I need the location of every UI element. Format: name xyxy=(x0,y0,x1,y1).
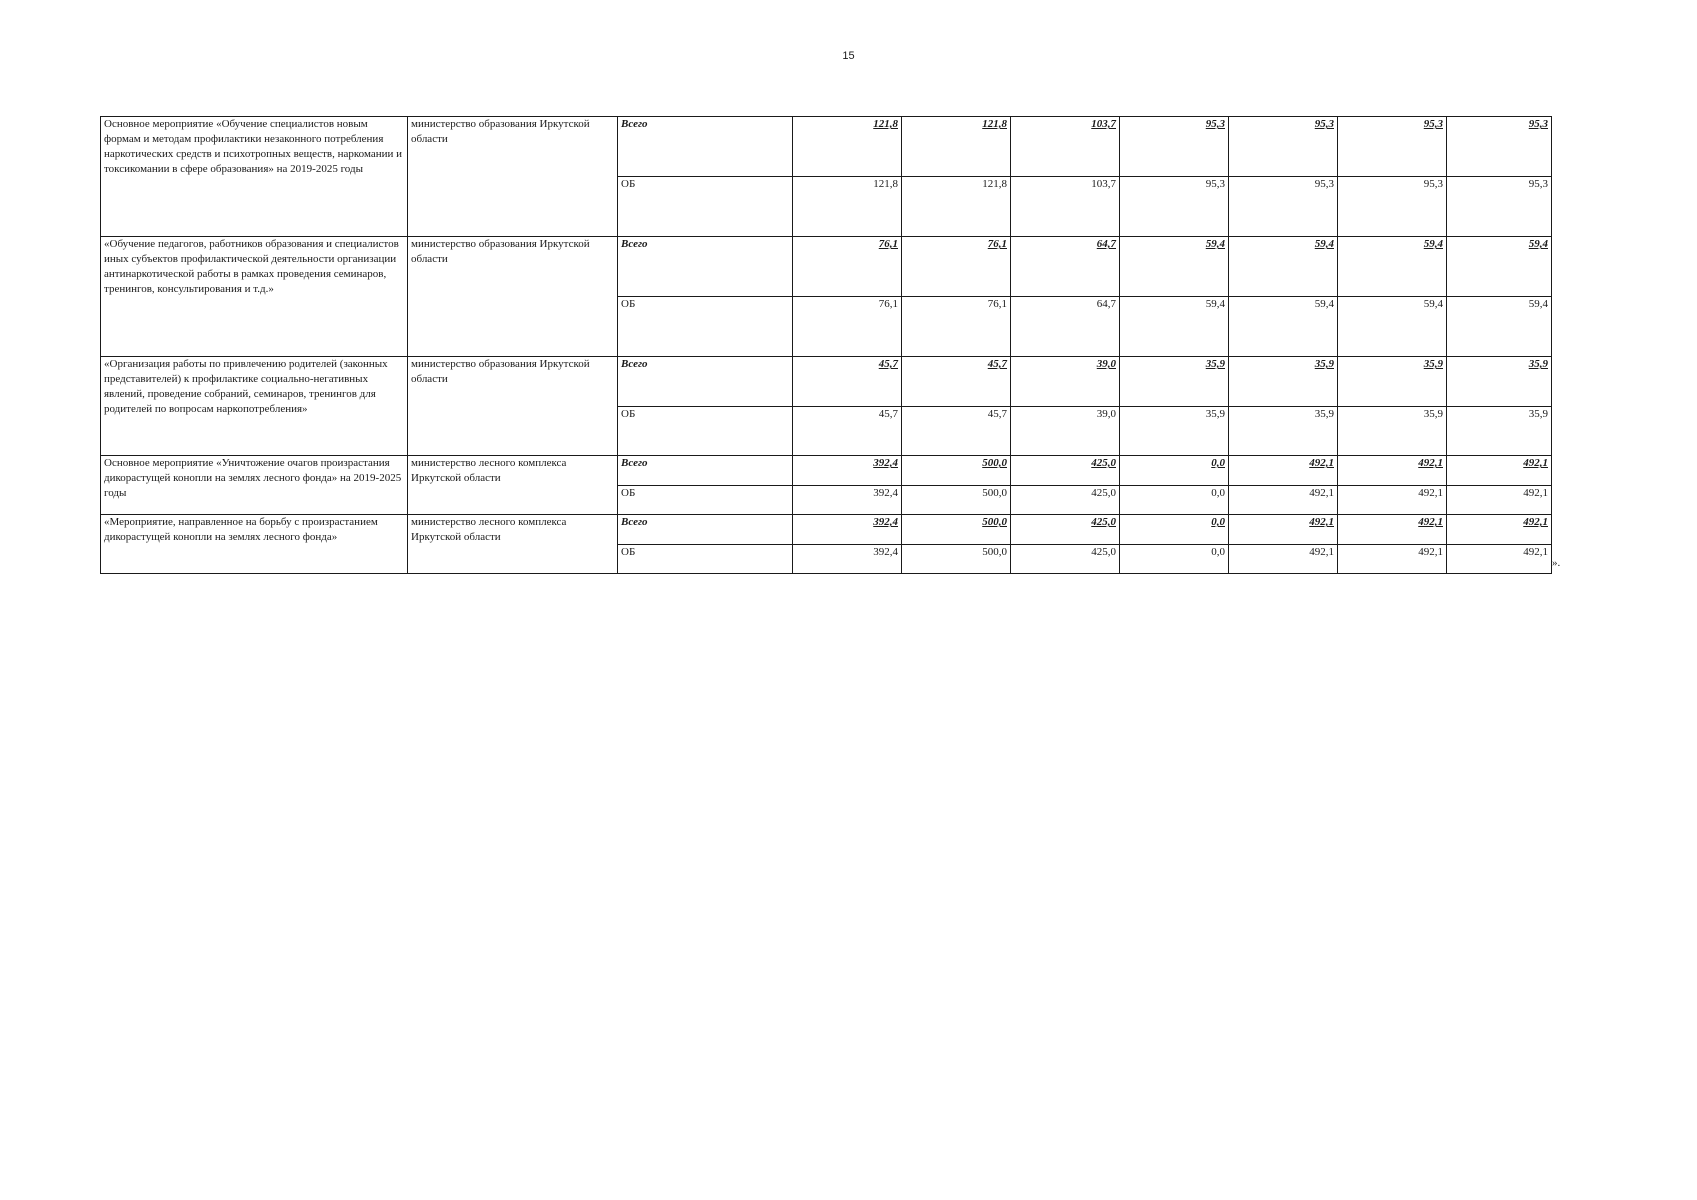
total-value-cell: 500,0 xyxy=(902,456,1011,486)
table-row-total xyxy=(101,117,1552,177)
end-quote-mark: ». xyxy=(1552,557,1561,569)
total-value-cell: 95,3 xyxy=(1229,117,1338,177)
total-value-cell: 35,9 xyxy=(1338,357,1447,407)
total-value-cell: 492,1 xyxy=(1338,515,1447,545)
ob-value-cell: 59,4 xyxy=(1229,297,1338,357)
funding-source-total-label: Всего xyxy=(618,515,793,545)
total-value-cell: 39,0 xyxy=(1011,357,1120,407)
executor-cell: министерство образования Иркутской области xyxy=(408,357,618,456)
ob-value-cell: 392,4 xyxy=(793,486,902,515)
table-row-total xyxy=(101,237,1552,297)
total-value-cell: 0,0 xyxy=(1120,515,1229,545)
total-value-cell: 492,1 xyxy=(1229,456,1338,486)
total-value-cell: 59,4 xyxy=(1447,237,1552,297)
ob-value-cell: 39,0 xyxy=(1011,407,1120,456)
activity-name-cell: Основное мероприятие «Обучение специалистов новым формам и методам профилактики незаконного потребления наркотических средств и психотропных веществ, наркомании и токсикомании в сфере образования» на 2019-2025 годы xyxy=(101,117,408,237)
total-value-cell: 59,4 xyxy=(1338,237,1447,297)
total-value-cell: 59,4 xyxy=(1120,237,1229,297)
ob-value-cell: 392,4 xyxy=(793,545,902,574)
ob-value-cell: 64,7 xyxy=(1011,297,1120,357)
activity-name-cell: «Обучение педагогов, работников образования и специалистов иных субъектов профилактической деятельности организации антинаркотической работы в рамках проведения семинаров, тренингов, консультирования и т.д.» xyxy=(101,237,408,357)
ob-value-cell: 492,1 xyxy=(1447,545,1552,574)
ob-value-cell: 425,0 xyxy=(1011,545,1120,574)
total-value-cell: 45,7 xyxy=(902,357,1011,407)
ob-value-cell: 103,7 xyxy=(1011,177,1120,237)
total-value-cell: 492,1 xyxy=(1447,456,1552,486)
ob-value-cell: 121,8 xyxy=(902,177,1011,237)
table-body xyxy=(101,117,1552,574)
total-value-cell: 492,1 xyxy=(1229,515,1338,545)
total-value-cell: 95,3 xyxy=(1338,117,1447,177)
total-value-cell: 492,1 xyxy=(1447,515,1552,545)
funding-source-ob-label: ОБ xyxy=(618,545,793,574)
total-value-cell: 64,7 xyxy=(1011,237,1120,297)
funding-source-total-label: Всего xyxy=(618,117,793,177)
funding-source-ob-label: ОБ xyxy=(618,177,793,237)
total-value-cell: 76,1 xyxy=(902,237,1011,297)
funding-source-ob-label: ОБ xyxy=(618,297,793,357)
ob-value-cell: 35,9 xyxy=(1338,407,1447,456)
ob-value-cell: 35,9 xyxy=(1447,407,1552,456)
executor-cell: министерство образования Иркутской области xyxy=(408,117,618,237)
ob-value-cell: 95,3 xyxy=(1447,177,1552,237)
activity-name-cell: Основное мероприятие «Уничтожение очагов произрастания дикорастущей конопли на землях лесного фонда» на 2019-2025 годы xyxy=(101,456,408,515)
ob-value-cell: 35,9 xyxy=(1229,407,1338,456)
total-value-cell: 103,7 xyxy=(1011,117,1120,177)
ob-value-cell: 492,1 xyxy=(1447,486,1552,515)
executor-cell: министерство лесного комплекса Иркутской области xyxy=(408,515,618,574)
ob-value-cell: 35,9 xyxy=(1120,407,1229,456)
ob-value-cell: 95,3 xyxy=(1229,177,1338,237)
ob-value-cell: 59,4 xyxy=(1120,297,1229,357)
ob-value-cell: 500,0 xyxy=(902,486,1011,515)
total-value-cell: 35,9 xyxy=(1120,357,1229,407)
total-value-cell: 121,8 xyxy=(793,117,902,177)
table-row-total xyxy=(101,515,1552,545)
total-value-cell: 0,0 xyxy=(1120,456,1229,486)
ob-value-cell: 45,7 xyxy=(902,407,1011,456)
ob-value-cell: 45,7 xyxy=(793,407,902,456)
total-value-cell: 492,1 xyxy=(1338,456,1447,486)
table-row-total xyxy=(101,456,1552,486)
total-value-cell: 59,4 xyxy=(1229,237,1338,297)
page-number: 15 xyxy=(842,50,855,62)
funding-source-total-label: Всего xyxy=(618,237,793,297)
total-value-cell: 121,8 xyxy=(902,117,1011,177)
executor-cell: министерство лесного комплекса Иркутской области xyxy=(408,456,618,515)
ob-value-cell: 76,1 xyxy=(793,297,902,357)
total-value-cell: 35,9 xyxy=(1229,357,1338,407)
total-value-cell: 392,4 xyxy=(793,515,902,545)
total-value-cell: 500,0 xyxy=(902,515,1011,545)
total-value-cell: 392,4 xyxy=(793,456,902,486)
activity-name-cell: «Мероприятие, направленное на борьбу с произрастанием дикорастущей конопли на землях лесного фонда» xyxy=(101,515,408,574)
ob-value-cell: 0,0 xyxy=(1120,486,1229,515)
executor-cell: министерство образования Иркутской области xyxy=(408,237,618,357)
ob-value-cell: 492,1 xyxy=(1229,486,1338,515)
table-row-total xyxy=(101,357,1552,407)
funding-source-ob-label: ОБ xyxy=(618,407,793,456)
ob-value-cell: 95,3 xyxy=(1338,177,1447,237)
ob-value-cell: 492,1 xyxy=(1338,545,1447,574)
total-value-cell: 425,0 xyxy=(1011,515,1120,545)
ob-value-cell: 95,3 xyxy=(1120,177,1229,237)
ob-value-cell: 492,1 xyxy=(1229,545,1338,574)
total-value-cell: 35,9 xyxy=(1447,357,1552,407)
ob-value-cell: 425,0 xyxy=(1011,486,1120,515)
total-value-cell: 425,0 xyxy=(1011,456,1120,486)
total-value-cell: 45,7 xyxy=(793,357,902,407)
program-activities-table xyxy=(100,116,1552,574)
funding-source-total-label: Всего xyxy=(618,357,793,407)
activity-name-cell: «Организация работы по привлечению родителей (законных представителей) к профилактике социально-негативных явлений, проведение собраний, семинаров, тренингов для родителей по вопросам наркопотребления» xyxy=(101,357,408,456)
total-value-cell: 95,3 xyxy=(1447,117,1552,177)
funding-source-ob-label: ОБ xyxy=(618,486,793,515)
funding-source-total-label: Всего xyxy=(618,456,793,486)
ob-value-cell: 492,1 xyxy=(1338,486,1447,515)
ob-value-cell: 59,4 xyxy=(1447,297,1552,357)
ob-value-cell: 76,1 xyxy=(902,297,1011,357)
ob-value-cell: 59,4 xyxy=(1338,297,1447,357)
total-value-cell: 95,3 xyxy=(1120,117,1229,177)
total-value-cell: 76,1 xyxy=(793,237,902,297)
ob-value-cell: 0,0 xyxy=(1120,545,1229,574)
ob-value-cell: 121,8 xyxy=(793,177,902,237)
ob-value-cell: 500,0 xyxy=(902,545,1011,574)
